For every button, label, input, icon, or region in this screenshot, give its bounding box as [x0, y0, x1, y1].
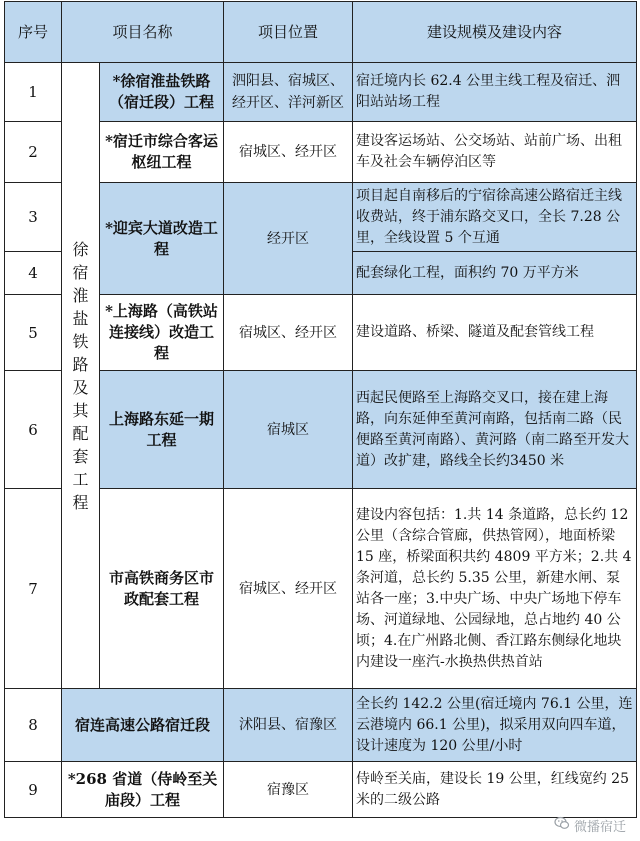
wechat-icon — [554, 815, 570, 835]
table-row — [5, 183, 637, 252]
project-location: 宿城区 — [224, 371, 353, 489]
project-description: 配套绿化工程，面积约 70 万平方米 — [353, 252, 637, 295]
project-description: 建设道路、桥梁、隧道及配套管线工程 — [353, 295, 637, 371]
project-name: *徐宿淮盐铁路（宿迁段）工程 — [100, 63, 224, 122]
project-location: 泗阳县、宿城区、经开区、洋河新区 — [224, 63, 353, 122]
header-name: 项目名称 — [62, 2, 224, 63]
project-name: 上海路东延一期工程 — [100, 371, 224, 489]
project-location: 经开区 — [224, 183, 353, 295]
row-number: 1 — [5, 63, 62, 122]
project-description: 建设内容包括：1.共 14 条道路，总长约 12 公里（含综合管廊，供热管网），地面桥梁 15 座，桥梁面积共约 4809 平方米；2.共 4 条河道，总长约 5.35 公里，新建水闸、泵站各一座；3.中央广场、中央广场地下停车场、河道绿地、公园绿地，总占地约 40 公顷；4.在广州路北侧、香江路东侧绿化地块内建设一座汽-水换热供热首站 — [353, 489, 637, 689]
project-location: 沭阳县、宿豫区 — [224, 689, 353, 762]
row-number: 4 — [5, 252, 62, 295]
project-description: 宿迁境内长 62.4 公里主线工程及宿迁、泗阳站站场工程 — [353, 63, 637, 122]
row-number: 8 — [5, 689, 62, 762]
project-location: 宿城区、经开区 — [224, 295, 353, 371]
project-name: *宿迁市综合客运枢纽工程 — [100, 122, 224, 183]
project-location: 宿城区、经开区 — [224, 122, 353, 183]
table-row — [5, 122, 637, 183]
watermark — [554, 815, 626, 835]
row-number: 7 — [5, 489, 62, 689]
table-row — [5, 489, 637, 689]
watermark-text: 微播宿迁 — [573, 819, 626, 835]
header-content: 建设规模及建设内容 — [353, 2, 637, 63]
project-description: 侍岭至关庙，建设长 19 公里，红线宽约 25 米的二级公路 — [353, 762, 637, 818]
row-number: 9 — [5, 762, 62, 818]
table-row — [5, 689, 637, 762]
project-description: 全长约 142.2 公里(宿迁境内 76.1 公里，连云港境内 66.1 公里)，拟采用双向四车道，设计速度为 120 公里/小时 — [353, 689, 637, 762]
row-number: 2 — [5, 122, 62, 183]
project-name: *迎宾大道改造工程 — [100, 183, 224, 295]
table-row — [5, 295, 637, 371]
project-location: 宿豫区 — [224, 762, 353, 818]
project-name: 宿连高速公路宿迁段 — [62, 689, 224, 762]
project-description: 建设客运场站、公交场站、站前广场、出租车及社会车辆停泊区等 — [353, 122, 637, 183]
project-description: 项目起自南移后的宁宿徐高速公路宿迁主线收费站，终于浦东路交叉口，全长 7.28 公里，全线设置 5 个互通 — [353, 183, 637, 252]
project-location: 宿城区、经开区 — [224, 489, 353, 689]
project-description: 西起民便路至上海路交叉口，接在建上海路，向东延伸至黄河南路，包括南二路（民便路至黄河南路）、黄河路（南二路至开发大道）改扩建，路线全长约3450 米 — [353, 371, 637, 489]
table-row — [5, 371, 637, 489]
project-name: 市高铁商务区市政配套工程 — [100, 489, 224, 689]
header-seq: 序号 — [5, 2, 62, 63]
row-number: 5 — [5, 295, 62, 371]
group-label: 徐宿淮盐铁路及其配套工程 — [62, 63, 100, 689]
project-name: *上海路（高铁站连接线）改造工程 — [100, 295, 224, 371]
table-header-row — [5, 2, 637, 63]
row-number: 6 — [5, 371, 62, 489]
project-name: *268 省道（侍岭至关庙段）工程 — [62, 762, 224, 818]
header-location: 项目位置 — [224, 2, 353, 63]
row-number: 3 — [5, 183, 62, 252]
table-row — [5, 63, 637, 122]
table-row — [5, 762, 637, 818]
project-table — [4, 1, 637, 818]
